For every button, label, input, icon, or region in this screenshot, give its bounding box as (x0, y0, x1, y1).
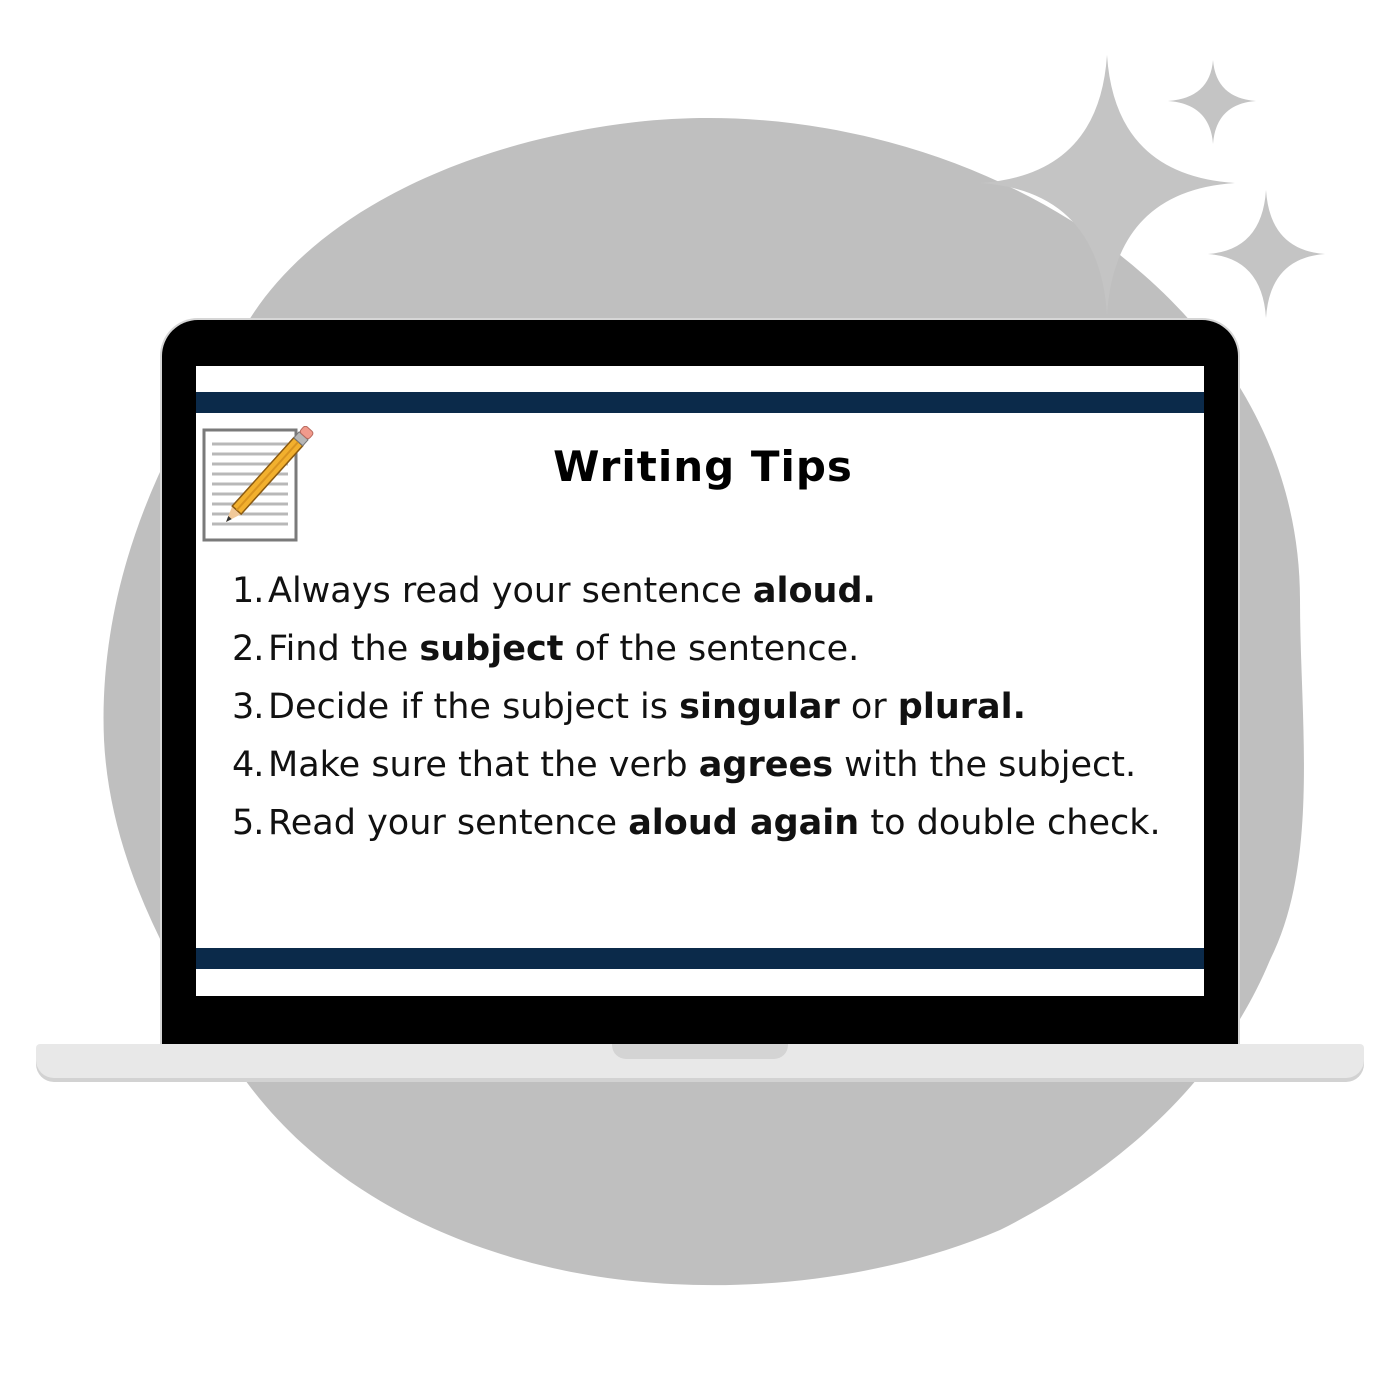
tip-text (268, 736, 1192, 794)
tip-keyword: singular (679, 687, 840, 727)
tip-number: 3. (232, 687, 264, 727)
laptop-notch (612, 1044, 788, 1059)
tip-text (268, 562, 1192, 620)
tip-text-segment: or (839, 687, 898, 727)
tips-list (232, 562, 1192, 852)
tip-text-segment: Decide if the subject is (268, 687, 680, 727)
bottom-stripe (196, 948, 1204, 969)
sparkle-icon (1208, 190, 1325, 318)
tip-text-segment: Read your sentence (268, 803, 629, 843)
tip-keyword: subject (419, 629, 564, 669)
tip-item (232, 794, 1192, 852)
tip-text (268, 794, 1192, 852)
tip-text (268, 678, 1192, 736)
tip-keyword: agrees (698, 745, 834, 785)
slide-title: Writing Tips (553, 442, 853, 491)
sparkle-icon (1168, 60, 1256, 144)
tip-text-segment: Find the (268, 629, 420, 669)
tip-number: 5. (232, 803, 264, 843)
tip-keyword: plural. (897, 687, 1026, 727)
tip-keyword: aloud. (752, 571, 876, 611)
tip-item (232, 678, 1192, 736)
tip-text-segment: to double check. (859, 803, 1161, 843)
tip-number: 4. (232, 745, 264, 785)
slide-screen (196, 366, 1204, 996)
tip-item (232, 736, 1192, 794)
tip-keyword: aloud again (628, 803, 860, 843)
tip-text-segment: Always read your sentence (268, 571, 753, 611)
tip-text-segment: of the sentence. (563, 629, 860, 669)
tip-text (268, 620, 1192, 678)
tip-item (232, 562, 1192, 620)
top-stripe (196, 392, 1204, 413)
tip-number: 2. (232, 629, 264, 669)
tip-text-segment: Make sure that the verb (268, 745, 699, 785)
tip-text-segment: with the subject. (833, 745, 1137, 785)
tip-number: 1. (232, 571, 264, 611)
tip-item (232, 620, 1192, 678)
